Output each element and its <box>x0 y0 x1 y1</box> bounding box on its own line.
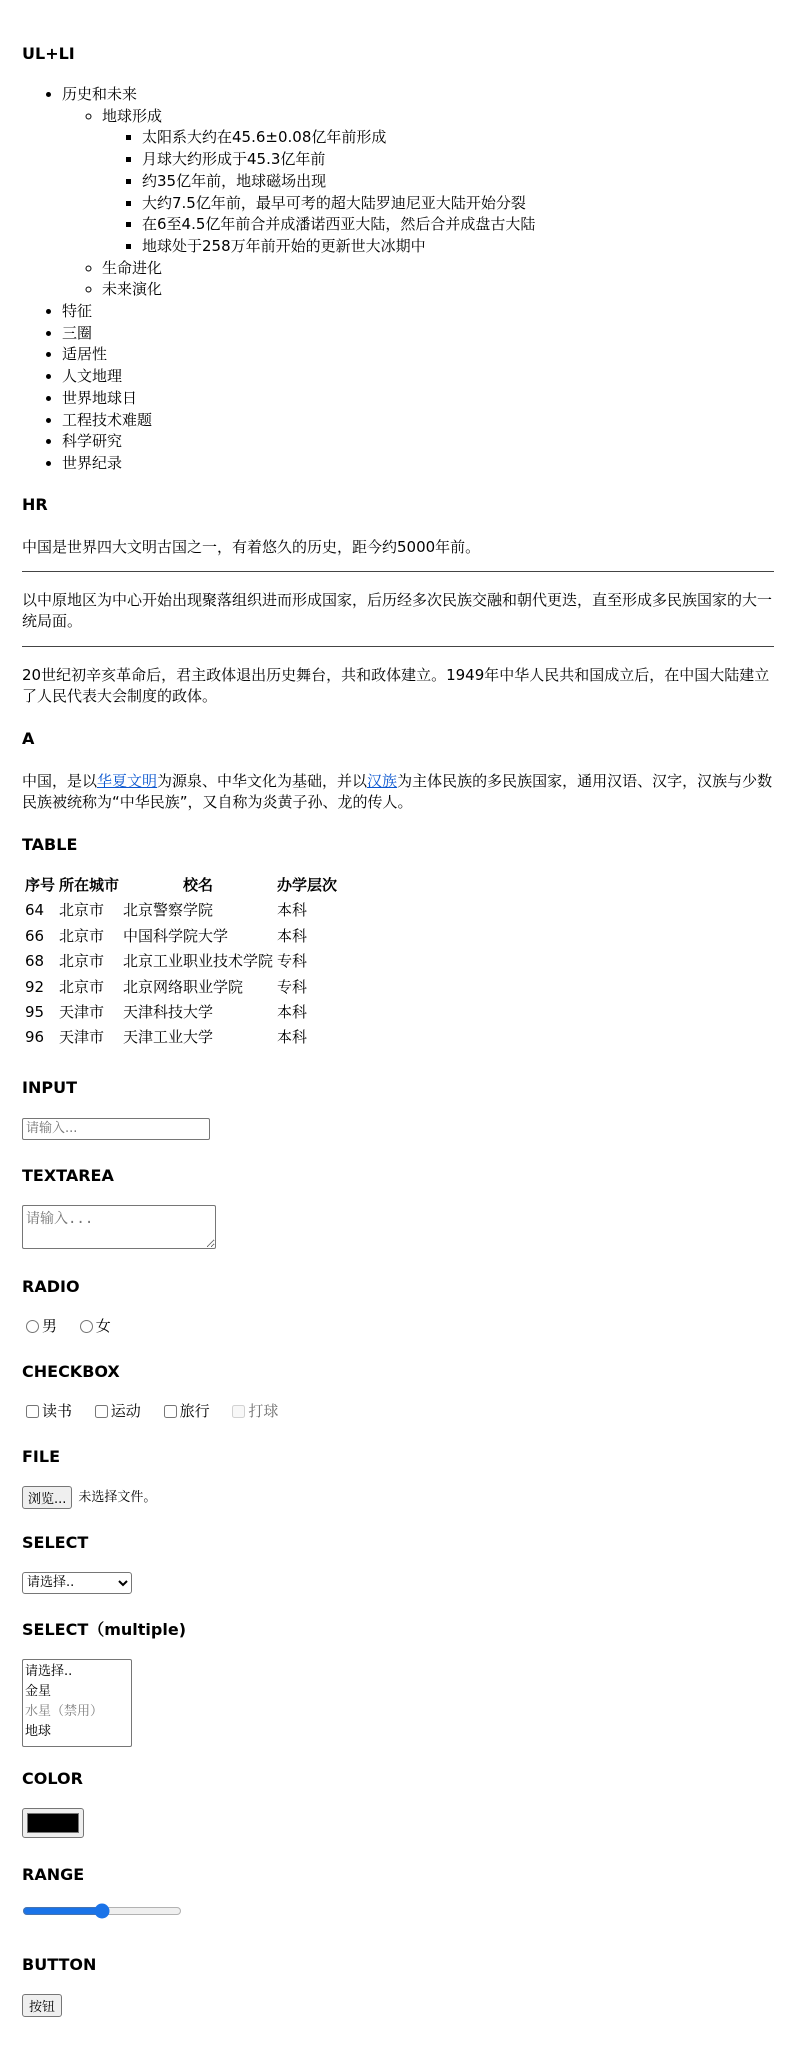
checkbox-group <box>22 1401 774 1425</box>
table-cell: 北京市 <box>59 926 105 945</box>
table-cell: 本科 <box>277 926 308 945</box>
table-header-row <box>24 874 338 897</box>
list-item: ◦ 地球形成 ▪ 太阳系大约在45.6±0.08亿年前形成 ▪ 月球大约形成于45.3亿年前 ▪ 约35亿年前，地球磁场出现 ▪ 大约7.5亿年前，最早可考的超大陆罗迪尼亚大陆开始分裂 ▪ 在6至4.5亿年前合并成潘诺西亚大陆，然后合并成盘古大陆 ▪ 地球处于258万年前开始的更新世大冰期中 <box>102 106 774 258</box>
list-item: • 世界纪录 <box>62 453 774 475</box>
generic-button[interactable]: 按钮 <box>22 1994 62 2017</box>
table-cell: 中国科学院大学 <box>123 926 229 945</box>
checkbox-travel[interactable] <box>164 1405 177 1418</box>
table-cell: 天津科技大学 <box>123 1003 214 1022</box>
paragraph: 以中原地区为中心开始出现聚落组织进而形成国家，后历经多次民族交融和朝代更迭，直至形成多民族国家的大一统局面。 <box>22 591 773 631</box>
checkbox-ball <box>232 1405 245 1418</box>
table-cell: 92 <box>25 977 45 996</box>
table-cell: 96 <box>25 1028 45 1047</box>
table-cell: 95 <box>25 1003 45 1022</box>
list-item: • 世界地球日 <box>62 388 774 410</box>
table-row <box>24 950 338 973</box>
school-table-wrapper <box>22 872 774 1052</box>
ul-section-title: UL+LI <box>22 44 75 63</box>
range-slider[interactable] <box>22 1903 182 1919</box>
table-row <box>24 899 338 922</box>
multi-select[interactable] <box>22 1659 132 1747</box>
link-han-ethnicity[interactable]: 汉族 <box>367 772 398 790</box>
color-picker[interactable] <box>22 1808 84 1838</box>
file-section-title: FILE <box>22 1447 61 1466</box>
list-item: ▪ 大约7.5亿年前，最早可考的超大陆罗迪尼亚大陆开始分裂 <box>142 193 774 215</box>
radio-section-title: RADIO <box>22 1277 80 1296</box>
radio-male[interactable] <box>26 1320 39 1333</box>
table-cell: 天津工业大学 <box>123 1028 214 1047</box>
table-row <box>24 1026 338 1049</box>
table-cell: 北京市 <box>59 901 105 920</box>
table-row <box>24 925 338 948</box>
school-table <box>22 872 340 1052</box>
color-swatch <box>27 1813 79 1833</box>
radio-option-male[interactable]: 男 <box>22 1316 57 1337</box>
checkbox-option-sports[interactable]: 运动 <box>91 1401 141 1422</box>
list-item: ▪ 在6至4.5亿年前合并成潘诺西亚大陆，然后合并成盘古大陆 <box>142 214 774 236</box>
table-header: 序号 <box>25 876 56 894</box>
input-section-title: INPUT <box>22 1078 77 1097</box>
list-item: • 科学研究 <box>62 431 774 453</box>
checkbox-sports[interactable] <box>95 1405 108 1418</box>
list-item: • 三圈 <box>62 323 774 345</box>
text-input[interactable] <box>22 1118 210 1140</box>
list-item: • 历史和未来 ◦ 地球形成 ▪ 太阳系大约在45.6±0.08亿年前形成 ▪ 月球大约形成于45.3亿年前 ▪ 约35亿年前，地球磁场出现 ▪ 大约7.5亿年前，最早可考的超大陆罗迪尼亚大陆开始分裂 ▪ 在6至4.5亿年前合并成潘诺西亚大陆，然后合并成盘古大陆 ▪ 地球处于258万年前开始的更新世大冰期中 ◦ 生命进化 ◦ 未来演化 <box>62 84 774 301</box>
multi-select-option[interactable] <box>23 1720 131 1740</box>
multi-select-option[interactable] <box>23 1660 131 1680</box>
list-item: ◦ 未来演化 <box>102 279 774 301</box>
browse-button[interactable]: 浏览... <box>22 1486 72 1509</box>
range-section-title: RANGE <box>22 1865 85 1884</box>
checkbox-section-title: CHECKBOX <box>22 1362 120 1381</box>
radio-female[interactable] <box>80 1320 93 1333</box>
table-cell: 天津市 <box>59 1028 105 1047</box>
table-cell: 本科 <box>277 1028 308 1047</box>
radio-group <box>22 1316 774 1340</box>
file-status: 未选择文件。 <box>78 1489 157 1505</box>
checkbox-option-ball: 打球 <box>228 1401 278 1422</box>
paragraph: 20世纪初辛亥革命后，君主政体退出历史舞台，共和政体建立。1949年中华人民共和国成立后，在中国大陆建立了人民代表大会制度的政体。 <box>22 666 770 706</box>
select-section-title: SELECT <box>22 1533 89 1552</box>
single-select[interactable] <box>22 1572 132 1594</box>
multi-select-option[interactable] <box>23 1680 131 1700</box>
paragraph-with-links: 中国，是以华夏文明为源泉、中华文化为基础，并以汉族为主体民族的多民族国家，通用汉语、汉字，汉族与少数民族被统称为“中华民族”，又自称为炎黄子孙、龙的传人。 <box>22 772 773 812</box>
table-cell: 64 <box>25 901 45 920</box>
button-section-title: BUTTON <box>22 1955 97 1974</box>
textarea-section-title: TEXTAREA <box>22 1166 114 1185</box>
list-item: ▪ 地球处于258万年前开始的更新世大冰期中 <box>142 236 774 258</box>
list-item: ▪ 月球大约形成于45.3亿年前 <box>142 149 774 171</box>
table-cell: 北京市 <box>59 977 105 996</box>
checkbox-option-travel[interactable]: 旅行 <box>160 1401 210 1422</box>
hr-section-title: HR <box>22 495 48 514</box>
table-cell: 北京网络职业学院 <box>123 977 244 996</box>
table-cell: 天津市 <box>59 1003 105 1022</box>
table-cell: 68 <box>25 952 45 971</box>
file-picker <box>22 1486 774 1509</box>
horizontal-rule <box>22 646 774 647</box>
table-header: 所在城市 <box>59 876 120 894</box>
checkbox-reading[interactable] <box>26 1405 39 1418</box>
horizontal-rule <box>22 571 774 572</box>
list-item: ◦ 生命进化 <box>102 258 774 280</box>
table-cell: 66 <box>25 926 45 945</box>
table-row <box>24 1001 338 1024</box>
list-item: ▪ 太阳系大约在45.6±0.08亿年前形成 <box>142 127 774 149</box>
paragraph: 中国是世界四大文明古国之一，有着悠久的历史，距今约5000年前。 <box>22 538 481 556</box>
table-cell: 北京市 <box>59 952 105 971</box>
table-cell: 北京工业职业技术学院 <box>123 952 274 971</box>
table-header: 办学层次 <box>277 876 338 894</box>
multi-select-option-disabled <box>23 1700 131 1720</box>
list-item: • 适居性 <box>62 344 774 366</box>
link-huaxia-civilization[interactable]: 华夏文明 <box>97 772 158 790</box>
list-item: • 工程技术难题 <box>62 410 774 432</box>
table-cell: 专科 <box>277 952 308 971</box>
table-cell: 本科 <box>277 1003 308 1022</box>
a-section-title: A <box>22 729 35 748</box>
table-row <box>24 976 338 999</box>
radio-option-female[interactable]: 女 <box>76 1316 111 1337</box>
table-header: 校名 <box>183 876 214 894</box>
table-cell: 北京警察学院 <box>123 901 214 920</box>
list-item: ▪ 约35亿年前，地球磁场出现 <box>142 171 774 193</box>
color-section-title: COLOR <box>22 1769 83 1788</box>
table-cell: 本科 <box>277 901 308 920</box>
list-item: • 特征 <box>62 301 774 323</box>
table-cell: 专科 <box>277 977 308 996</box>
multiselect-section-title: SELECT（multiple) <box>22 1620 187 1639</box>
table-section-title: TABLE <box>22 835 78 854</box>
checkbox-option-reading[interactable]: 读书 <box>22 1401 72 1422</box>
list-item: • 人文地理 <box>62 366 774 388</box>
text-area[interactable] <box>22 1205 216 1249</box>
nested-list <box>22 84 774 475</box>
